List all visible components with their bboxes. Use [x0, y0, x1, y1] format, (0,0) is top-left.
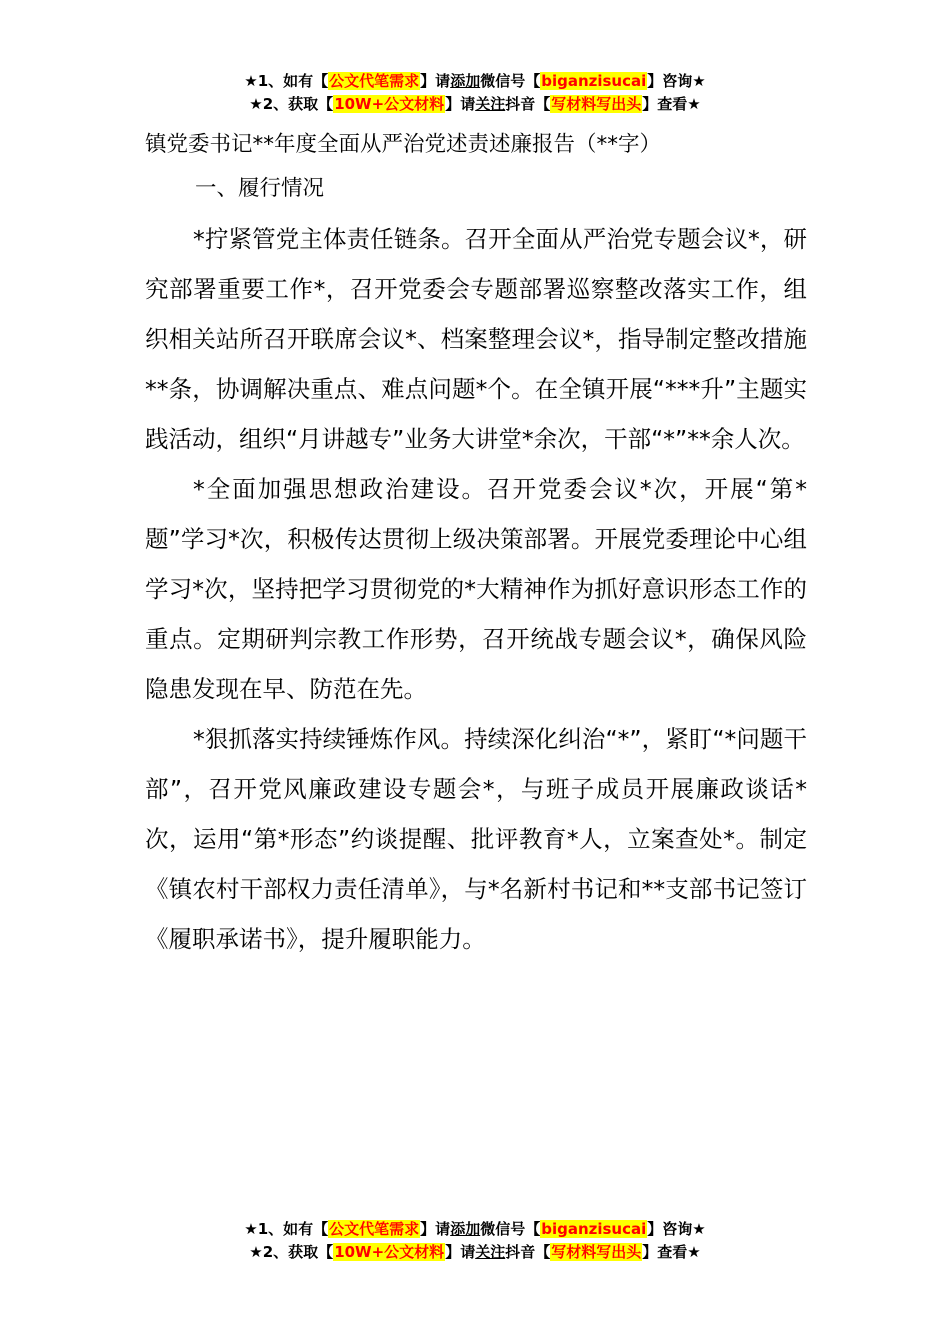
notice-text: 微信号【: [480, 72, 541, 90]
wechat-id-highlight: biganzisucai: [541, 1220, 647, 1238]
document-body: [145, 128, 807, 964]
notice-text: ★2、获取【: [249, 95, 334, 113]
notice-text: 】请: [445, 1243, 476, 1261]
douyin-account-highlight: 写材料写出头: [551, 95, 642, 113]
paragraph: *全面加强思想政治建设。召开党委会议*次，开展“第*题”学习*次，积极传达贯彻上级决策部署。开展党委理论中心组学习*次，坚持把学习贯彻党的*大精神作为抓好意识形态工作的重点。定期研判宗教工作形势，召开统战专题会议*，确保风险隐患发现在早、防范在先。: [145, 475, 807, 703]
footer-notice-line-2: [0, 1241, 950, 1264]
notice-text: 】查看★: [642, 95, 701, 113]
notice-text: 】请: [445, 95, 476, 113]
header-notice-line-2: [0, 93, 950, 116]
footer-notice-line-1: [0, 1218, 950, 1241]
notice-text: 】查看★: [642, 1243, 701, 1261]
notice-highlight: 10W+公文材料: [334, 1243, 445, 1261]
notice-underlined: 添加: [450, 72, 481, 90]
notice-text: 】请: [420, 1220, 451, 1238]
notice-highlight: 公文代笔需求: [329, 72, 420, 90]
paragraph: *狠抓落实持续锤炼作风。持续深化纠治“*”，紧盯“*问题干部”，召开党风廉政建设专题会*，与班子成员开展廉政谈话*次，运用“第*形态”约谈提醒、批评教育*人，立案查处*。制定《镇农村干部权力责任清单》，与*名新村书记和**支部书记签订《履职承诺书》，提升履职能力。: [145, 725, 807, 953]
footer-notice: [0, 1218, 950, 1264]
douyin-account-highlight: 写材料写出头: [551, 1243, 642, 1261]
paragraph: *拧紧管党主体责任链条。召开全面从严治党专题会议*，研究部署重要工作*，召开党委会专题部署巡察整改落实工作，组织相关站所召开联席会议*、档案整理会议*，指导制定整改措施**条，协调解决重点、难点问题*个。在全镇开展“***升”主题实践活动，组织“月讲越专”业务大讲堂*余次，干部“*”**余人次。: [145, 225, 807, 453]
notice-highlight: 10W+公文材料: [334, 95, 445, 113]
notice-text: ★2、获取【: [249, 1243, 334, 1261]
header-notice: [0, 70, 950, 116]
notice-highlight: 公文代笔需求: [329, 1220, 420, 1238]
section-heading: 一、履行情况: [195, 176, 325, 201]
document-title: 镇党委书记**年度全面从严治党述责述廉报告（**字）: [145, 132, 662, 157]
notice-underlined: 添加: [450, 1220, 481, 1238]
notice-text: 抖音【: [505, 1243, 551, 1261]
notice-underlined: 关注: [475, 95, 506, 113]
notice-underlined: 关注: [475, 1243, 506, 1261]
notice-text: 】咨询★: [647, 1220, 706, 1238]
notice-text: 】请: [420, 72, 451, 90]
notice-text: 微信号【: [480, 1220, 541, 1238]
notice-text: 抖音【: [505, 95, 551, 113]
notice-text: 】咨询★: [647, 72, 706, 90]
notice-text: ★1、如有【: [244, 1220, 329, 1238]
notice-text: ★1、如有【: [244, 72, 329, 90]
wechat-id-highlight: biganzisucai: [541, 72, 647, 90]
header-notice-line-1: [0, 70, 950, 93]
